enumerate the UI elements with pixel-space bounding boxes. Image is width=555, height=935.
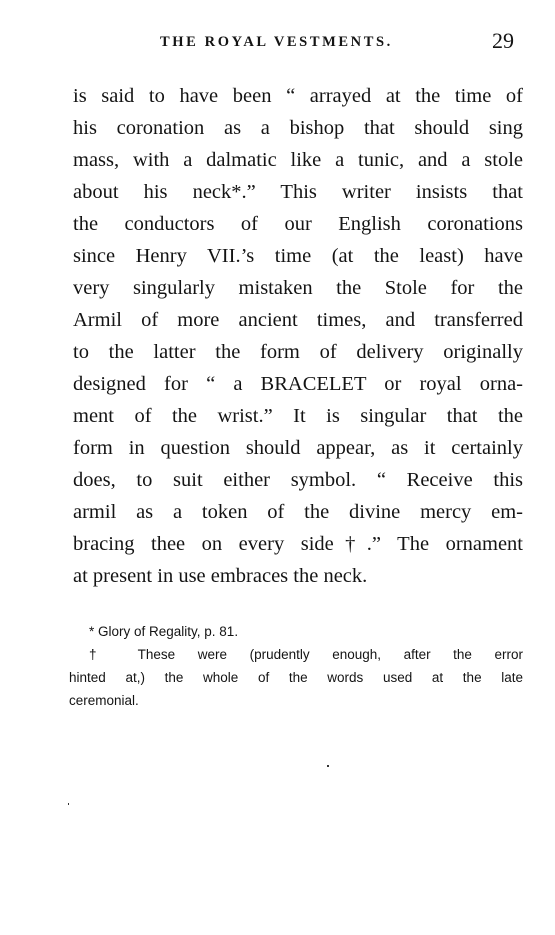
body-text	[73, 80, 523, 592]
body-line: to the latter the form of delivery originally	[73, 341, 523, 363]
body-line: very singularly mistaken the Stole for the	[73, 277, 523, 299]
body-line: does, to suit either symbol. “ Receive this	[73, 469, 523, 491]
body-line: ment of the wrist.” It is singular that the	[73, 405, 523, 427]
ink-speck	[327, 765, 329, 767]
body-line: his coronation as a bishop that should sing	[73, 117, 523, 139]
body-line: Armil of more ancient times, and transferred	[73, 309, 523, 331]
footnote-line: * Glory of Regality, p. 81.	[89, 624, 239, 639]
body-line: designed for “ a BRACELET or royal orna-	[73, 373, 523, 395]
body-line: is said to have been “ arrayed at the time of	[73, 85, 523, 107]
body-line: armil as a token of the divine mercy em-	[73, 501, 523, 523]
footnote-line: ceremonial.	[69, 693, 139, 708]
running-title: THE ROYAL VESTMENTS.	[160, 34, 393, 50]
ink-speck	[68, 803, 69, 805]
body-line: since Henry VII.’s time (at the least) have	[73, 245, 523, 267]
body-line: form in question should appear, as it certainly	[73, 437, 523, 459]
page-number: 29	[492, 28, 514, 53]
body-line: the conductors of our English coronations	[73, 213, 523, 235]
body-line: at present in use embraces the neck.	[73, 565, 368, 587]
footnote-line: † These were (prudently enough, after the error	[89, 647, 523, 662]
footnotes	[69, 620, 523, 712]
body-line: about his neck*.” This writer insists that	[73, 181, 523, 203]
running-head	[0, 30, 555, 58]
body-line: mass, with a dalmatic like a tunic, and a stole	[73, 149, 523, 171]
footnote-line: hinted at,) the whole of the words used at the late	[69, 670, 523, 685]
body-line: bracing thee on every side†.” The ornament	[73, 533, 523, 555]
